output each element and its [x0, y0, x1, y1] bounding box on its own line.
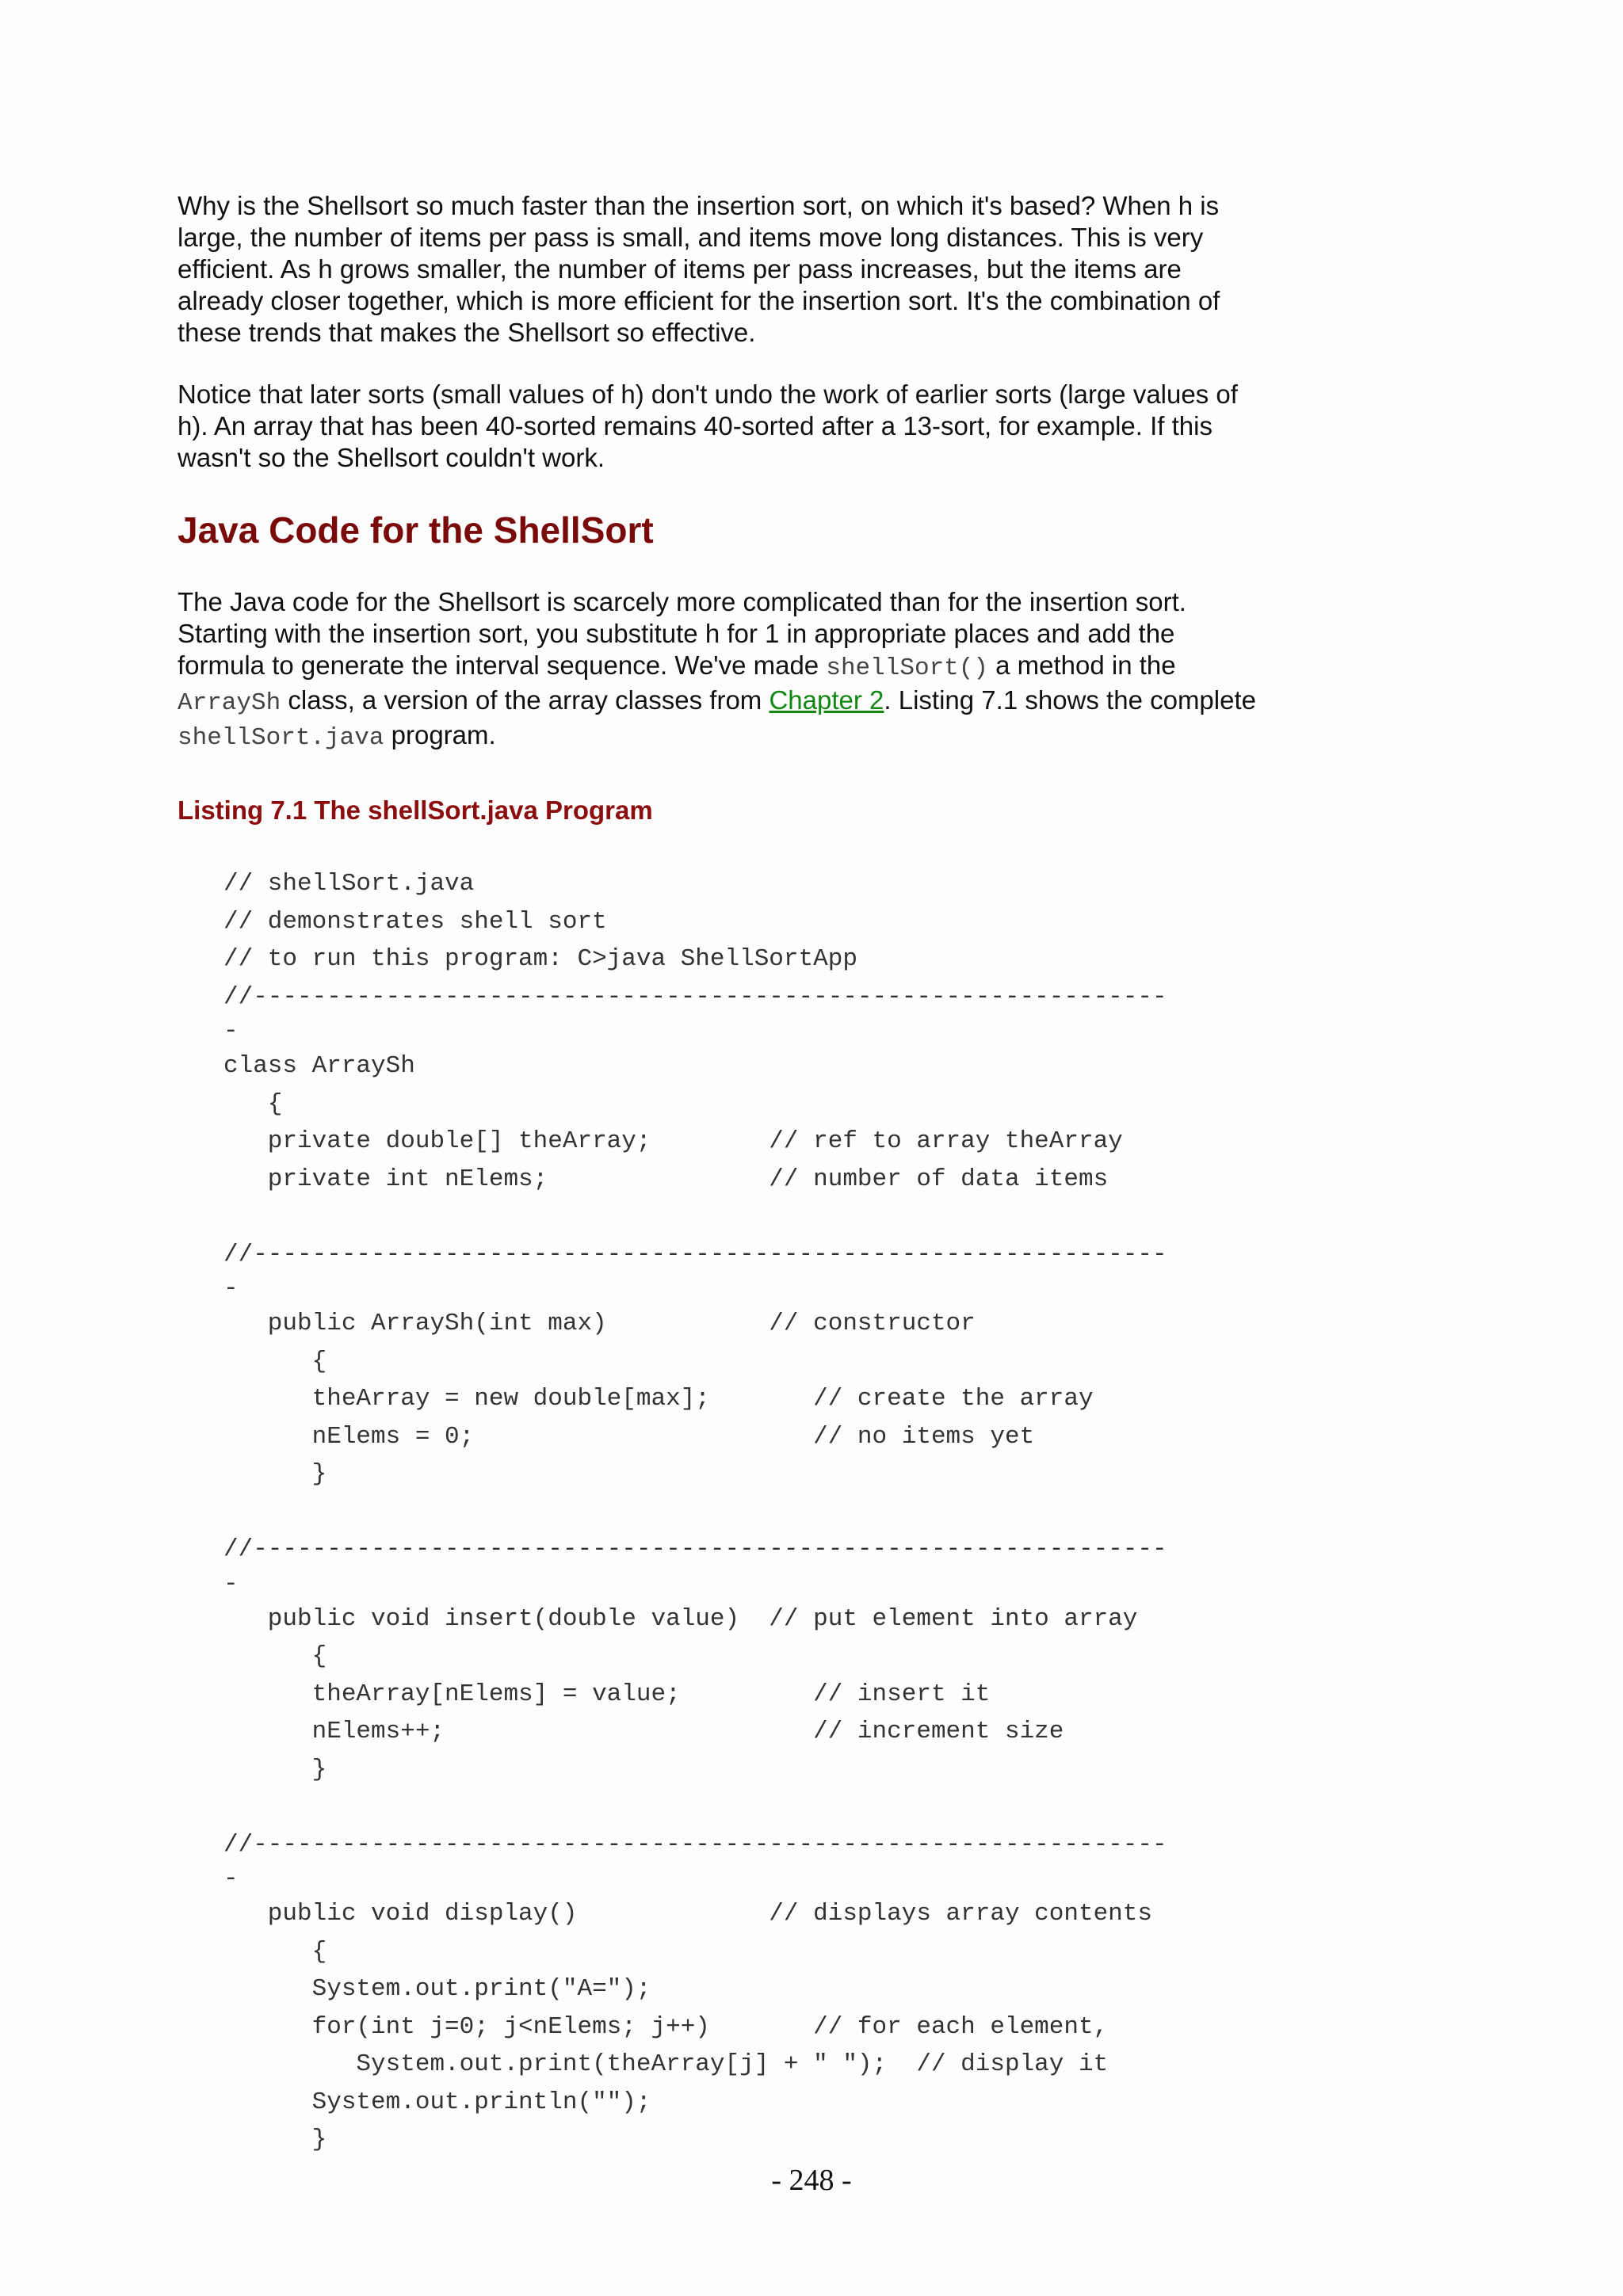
code-line: - [223, 1275, 239, 1302]
paragraph-why-shellsort-faster: Why is the Shellsort so much faster than the insertion sort, on which it's based? When h is large, the number of items per pass is small, and items move long distances. This is very efficient. As h grows smaller, the number of items per pass increases, but the items are already closer together, which is more efficient for the insertion sort. It's the combination of these trends that makes the Shellsort so effective. [178, 191, 1220, 347]
code-line: // shellSort.java [223, 870, 475, 898]
code-line: class ArraySh [223, 1052, 415, 1080]
intro-text-3: class, a version of the array classes from [281, 685, 769, 715]
listing-title: Listing 7.1 The shellSort.java Program [178, 795, 653, 825]
code-line: - [223, 1017, 239, 1045]
code-line: theArray[nElems] = value; // insert it [223, 1680, 991, 1708]
inline-code-filename: shellSort.java [178, 724, 384, 752]
code-line: public ArraySh(int max) // constructor [223, 1310, 976, 1337]
code-line: //-------------------------------------------------------------- [223, 1830, 1167, 1859]
document-page [178, 190, 1263, 2159]
code-line: nElems = 0; // no items yet [223, 1422, 1035, 1451]
code-line: //-------------------------------------------------------------- [223, 1535, 1167, 1563]
code-line: } [223, 1460, 327, 1488]
intro-text-1: The Java code for the Shellsort is scarcely more complicated than for the insertion sort. Starting with the insertion sort, you substitute h for 1 in appropriate places and add the formula to generate the interval sequence. We've made [178, 587, 1186, 680]
code-line: public void display() // displays array contents [223, 1900, 1152, 1928]
intro-text-5: program. [384, 720, 496, 749]
intro-text-4: . Listing 7.1 shows the complete [884, 685, 1256, 715]
intro-text-2: a method in the [987, 650, 1176, 680]
code-line: nElems++; // increment size [223, 1718, 1064, 1745]
code-line: public void insert(double value) // put element into array [223, 1604, 1138, 1633]
page-number: - 248 - [771, 2164, 852, 2197]
code-line: private double[] theArray; // ref to array theArray [223, 1127, 1123, 1155]
code-line: for(int j=0; j<nElems; j++) // for each element, [223, 2012, 1109, 2041]
code-line: // to run this program: C>java ShellSortApp [223, 945, 857, 973]
paragraph-later-sorts: Notice that later sorts (small values of h) don't undo the work of earlier sorts (large values of h). An array that has been 40-sorted remains 40-sorted after a 13-sort, for example. If this wasn't so the Shellsort couldn't work. [178, 379, 1238, 472]
code-line: //-------------------------------------------------------------- [223, 1240, 1167, 1268]
paragraph-java-code-intro [178, 586, 1263, 754]
section-heading: Java Code for the ShellSort [178, 509, 654, 551]
code-line: { [223, 1642, 327, 1670]
code-line: { [223, 1089, 283, 1118]
code-line: private int nElems; // number of data items [223, 1165, 1109, 1193]
code-line: } [223, 2126, 327, 2153]
code-line: } [223, 1755, 327, 1783]
code-line: - [223, 1569, 239, 1598]
code-line: System.out.print("A="); [223, 1975, 651, 2003]
chapter-2-link[interactable]: Chapter 2 [769, 685, 884, 715]
code-line: { [223, 1937, 327, 1966]
code-line: { [223, 1347, 327, 1375]
inline-code-arraysh: ArraySh [178, 689, 281, 717]
code-line: - [223, 1865, 239, 1893]
code-line [223, 1788, 1263, 1826]
inline-code-shellsort-method: shellSort() [826, 654, 988, 682]
code-line: // demonstrates shell sort [223, 907, 607, 936]
code-listing [223, 865, 1263, 2159]
code-line: System.out.print(theArray[j] + " "); // display it [223, 2050, 1109, 2078]
code-line: //-------------------------------------------------------------- [223, 982, 1167, 1011]
code-line: theArray = new double[max]; // create the array [223, 1385, 1094, 1413]
code-line [223, 1493, 1263, 1531]
code-line: System.out.println(""); [223, 2088, 651, 2116]
code-line [223, 1198, 1263, 1236]
